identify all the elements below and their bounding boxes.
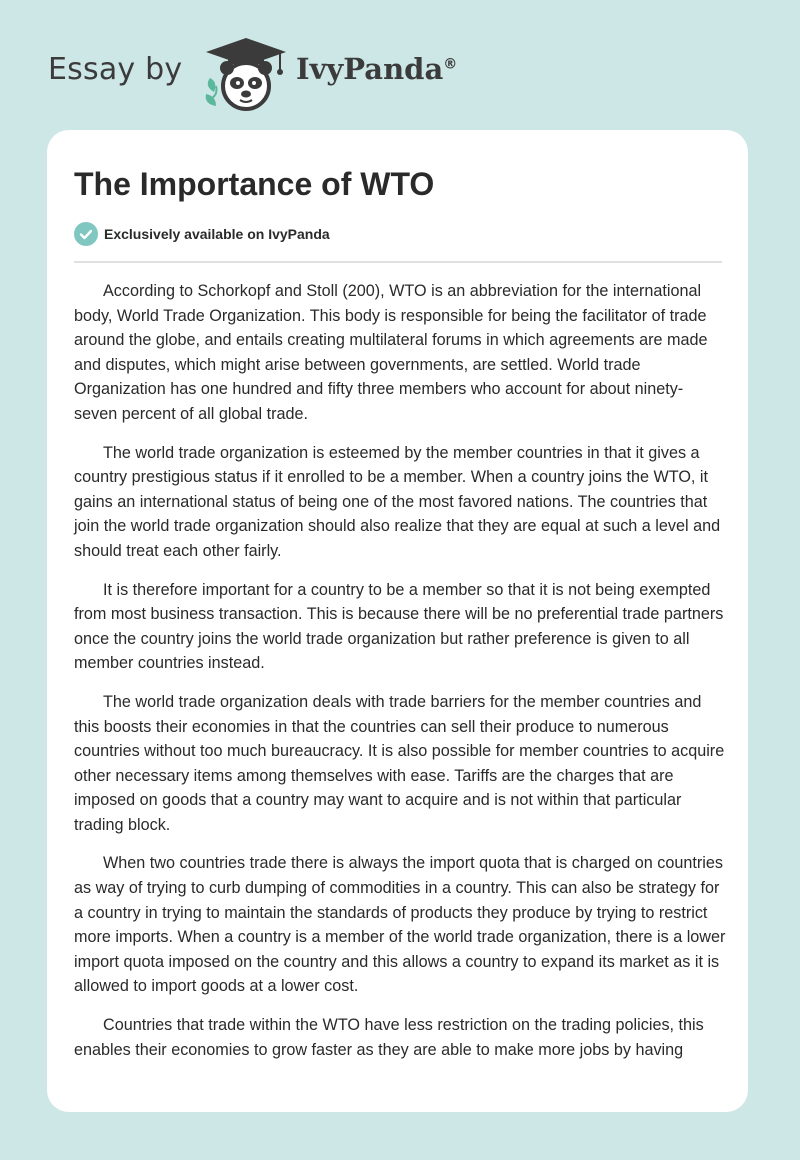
page-title: The Importance of WTO <box>74 166 435 202</box>
paragraph: The world trade organization is esteemed by the member countries in that it gives a country prestigious status if it enrolled to be a member. When a country joins the WTO, it gains an international status of being one of the most favored nations. The countries that join the world trade organization should also realize that they are equal at such a level and should treat each other fairly. <box>74 443 721 560</box>
paragraph: When two countries trade there is always the import quota that is charged on countries as way of trying to curb dumping of commodities in a country. This can also be strategy for a country in trying to maintain the standards of products they produce by trying to restrict more imports. When a country is a member of the world trade organization, there is a lower import quota imposed on the country and this allows a country to expand its market as it is allowed to import goods at a lower cost. <box>74 854 726 996</box>
essay-body <box>74 279 726 1076</box>
essay-card <box>47 130 748 1112</box>
paragraph: The world trade organization deals with trade barriers for the member countries and this boosts their economies in that the countries can sell their produce to numerous countries without too much bureaucracy. It is also possible for member countries to acquire other necessary items among themselves with ease. Tariffs are the charges that are imposed on goods that a country may want to acquire and is not within that particular trading block. <box>74 692 725 834</box>
paragraph: It is therefore important for a country to be a member so that it is not being exempted from most business transaction. This is because there will be no preferential trade partners once the country joins the world trade organization but rather preference is given to all member countries instead. <box>74 580 724 673</box>
exclusive-badge <box>74 222 330 246</box>
paragraph: Countries that trade within the WTO have less restriction on the trading policies, this enables their economies to grow faster as they are able to make more jobs by having <box>74 1016 704 1059</box>
brand-name[interactable] <box>296 52 457 86</box>
check-circle-icon <box>74 222 98 246</box>
exclusive-label: Exclusively available on IvyPanda <box>104 226 330 242</box>
site-header <box>0 0 800 130</box>
brand-name-text: IvyPanda <box>296 52 444 86</box>
title-divider <box>74 261 722 263</box>
registered-mark: ® <box>443 56 458 73</box>
panda-logo-icon[interactable] <box>200 36 292 112</box>
paragraph: According to Schorkopf and Stoll (200), WTO is an abbreviation for the international body, World Trade Organization. This body is responsible for being the facilitator of trade around the globe, and entails creating multilateral forums in which agreements are made and disputes, which might arise between governments, are settled. World trade Organization has one hundred and fifty three members who account for about ninety-seven percent of all global trade. <box>74 282 708 423</box>
essay-by-label: Essay by <box>48 52 183 87</box>
